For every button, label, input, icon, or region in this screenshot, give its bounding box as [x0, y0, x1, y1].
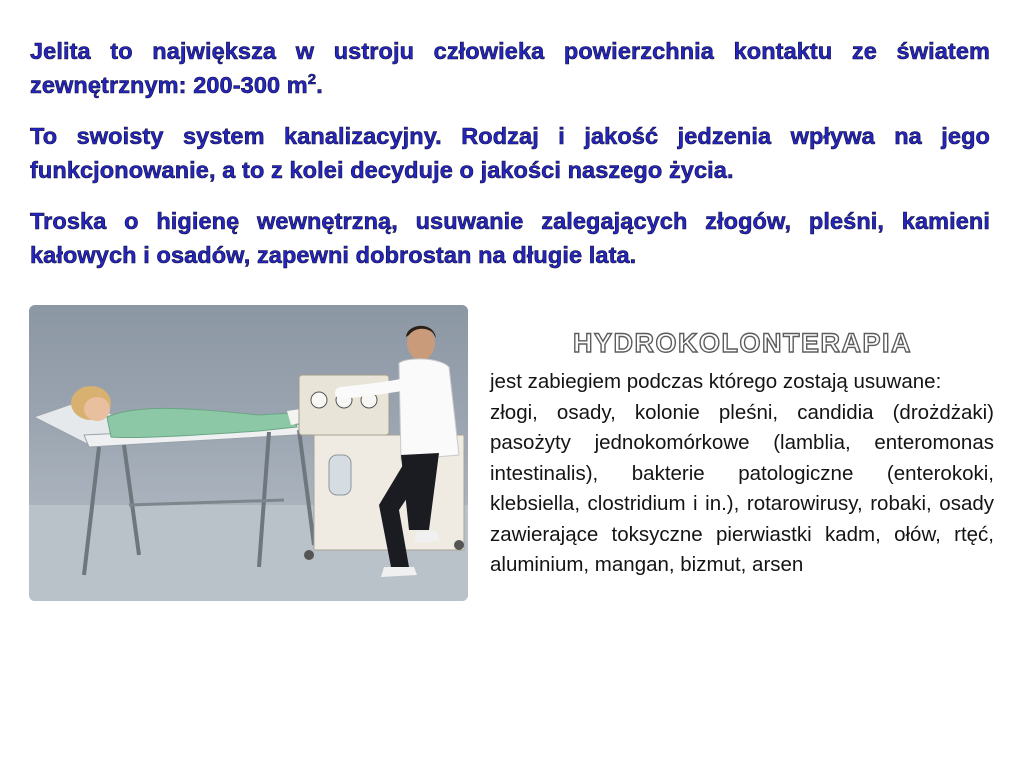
therapist-shoe — [414, 531, 439, 543]
section-description — [490, 367, 994, 581]
intro-paragraph-1-text: Jelita to największa w ustroju człowieka powierzchnia kontaktu ze światem zewnętrznym: 200-300 m — [30, 38, 990, 98]
gauge-icon — [311, 392, 327, 408]
intro-paragraph-2: To swoisty system kanalizacyjny. Rodzaj i jakość jedzenia wpływa na jego funkcjonowanie, a to z kolei decyduje o jakości naszego życia. — [30, 123, 990, 183]
intro-text-block — [30, 34, 990, 289]
wheel-icon — [304, 550, 314, 560]
therapy-photo — [29, 305, 468, 601]
intro-paragraph-1 — [30, 34, 990, 102]
description-intro-line: jest zabiegiem podczas którego zostają usuwane: — [490, 370, 942, 393]
therapist-arm — [341, 385, 401, 393]
superscript-2: 2 — [307, 71, 317, 89]
description-list-line: złogi, osady, kolonie pleśni, candidia (drożdżaki) pasożyty jednokomórkowe (lamblia, enteromonas intestinalis), bakterie patologiczne (enterokoki, klebsiella, clostridium i in.), rotarowirusy, robaki, osady zawierające toksyczne pierwiastki kadm, ołów, rtęć, aluminium, mangan, bizmut, arsen — [490, 400, 994, 576]
bed-rail — [129, 500, 284, 505]
patient-face — [84, 397, 110, 421]
therapy-illustration — [29, 305, 468, 601]
device-tube — [329, 455, 351, 495]
intro-paragraph-1-end: . — [316, 72, 323, 98]
intro-paragraph-3: Troska o higienę wewnętrzną, usuwanie zalegających złogów, pleśni, kamieni kałowych i osadów, zapewni dobrostan na długie lata. — [30, 208, 990, 268]
wheel-icon — [454, 540, 464, 550]
therapist-shirt — [399, 359, 459, 460]
section-heading: HYDROKOLONTERAPIA — [572, 328, 912, 358]
